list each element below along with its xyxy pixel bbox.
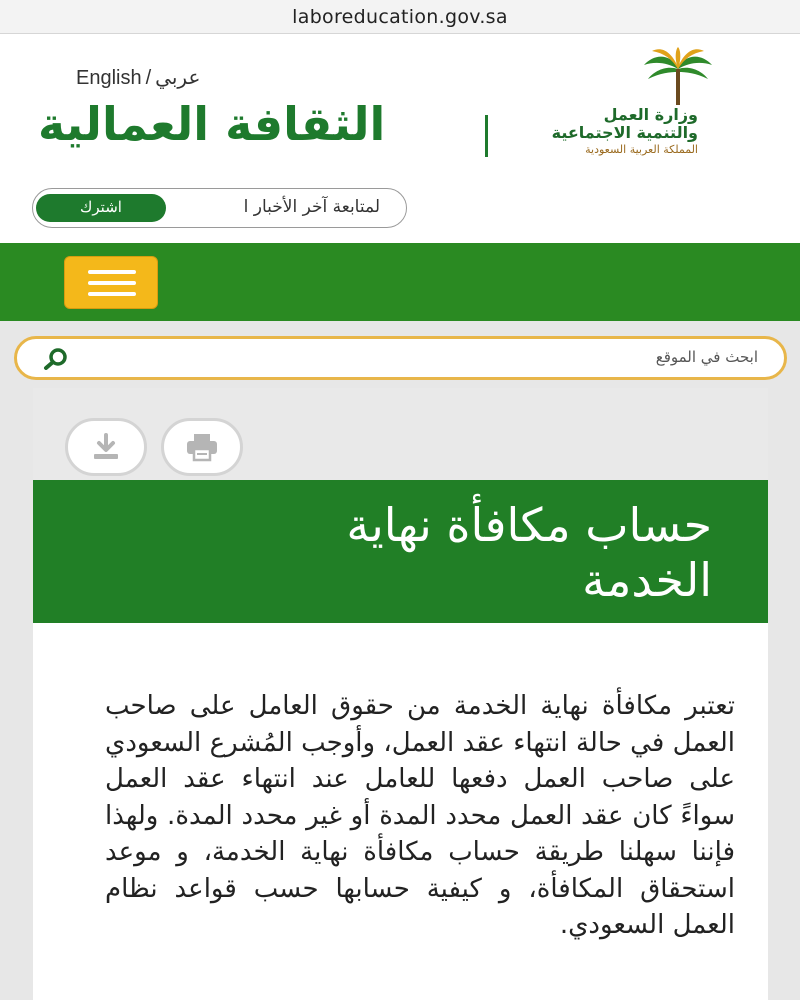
download-icon: [91, 433, 121, 461]
browser-url-bar[interactable]: [0, 0, 800, 34]
hamburger-menu-button[interactable]: [64, 256, 158, 309]
article-card: [33, 388, 768, 1000]
article-actions: [33, 388, 768, 480]
download-button[interactable]: [65, 418, 147, 476]
language-switcher: [76, 65, 200, 90]
site-search[interactable]: [14, 336, 787, 380]
lang-arabic-link[interactable]: عربي: [155, 67, 201, 89]
article-body: تعتبر مكافأة نهاية الخدمة من حقوق العامل على صاحب العمل في حالة انتهاء عقد العمل، وأوجب المُشرع السعودي على صاحب العمل دفعها للعامل عند انتهاء عقد العمل سواءً كان عقد العمل محدد المدة أو غير محدد المدة. ولهذا فإننا سهلنا طريقة حساب مكافأة نهاية الخدمة، و موعد استحقاق المكافأة، و كيفية حسابها حسب قواعد نظام العمل السعودي.: [105, 691, 735, 940]
palm-tree-icon: [638, 47, 718, 107]
ministry-logo[interactable]: [548, 47, 748, 162]
site-title[interactable]: الثقافة العمالية: [38, 97, 386, 151]
url-text: laboreducation.gov.sa: [292, 5, 508, 28]
subscribe-button[interactable]: اشترك: [36, 194, 166, 222]
newsletter-subscribe: [32, 188, 407, 228]
ministry-name-line1: وزارة العمل: [603, 105, 698, 124]
title-divider: [485, 115, 488, 157]
site-header: [0, 35, 800, 243]
print-button[interactable]: [161, 418, 243, 476]
search-input[interactable]: ابحث في الموقع: [655, 348, 758, 366]
main-nav-bar: [0, 243, 800, 321]
article-title-band: [33, 480, 768, 623]
printer-icon: [185, 432, 219, 462]
subscribe-prompt: لمتابعة آخر الأخبار ا: [243, 197, 380, 217]
ministry-name-line2: والتنمية الاجتماعية: [551, 123, 698, 142]
ministry-country: المملكة العربية السعودية: [585, 143, 698, 156]
article-title: حساب مكافأة نهاية الخدمة: [346, 498, 712, 607]
lang-english-link[interactable]: English: [76, 67, 142, 89]
search-icon[interactable]: [43, 348, 69, 370]
lang-separator: /: [145, 67, 152, 89]
